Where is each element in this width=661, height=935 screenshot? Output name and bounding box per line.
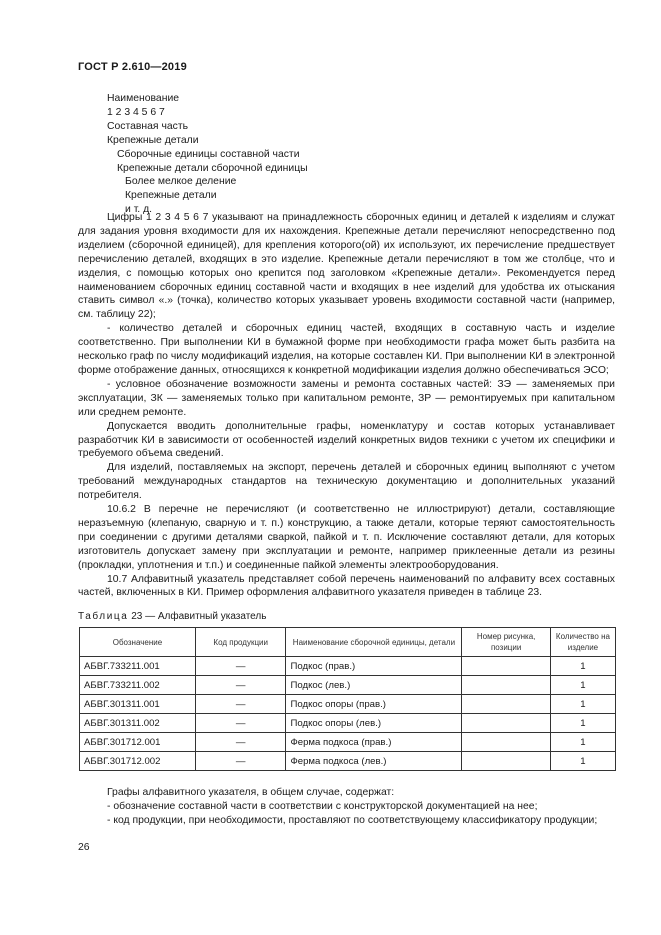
paragraph: Цифры 1 2 3 4 5 6 7 указывают на принадлежность сборочных единиц и деталей к изделиям и служат для задания уровня входимости для их нахождения. Крепежные детали перечисляют непосредственно под изделием (сборочной единицей), для крепления которого(ой) их используют, их перечисление предшествует перечислению деталей, входящих в это изделие. Крепежные детали перечисляют в том же столбце, что и изделия, с помощью которых оно крепится под заголовком «Крепежные детали». Рекомендуется перед наименованием сборочных единиц составной части и входящих в нее изделий для удобства их отыскания ставить символ «.» (точка), количество которых указывает уровень входимости составной части (например, см. таблицу 22);: [78, 212, 615, 321]
outline-item: Составная часть: [107, 120, 189, 132]
cell-quantity: 1: [550, 714, 615, 733]
document-header: ГОСТ Р 2.610—2019: [78, 61, 187, 73]
cell-product-code: —: [195, 695, 286, 714]
cell-name: Ферма подкоса (лев.): [286, 752, 462, 771]
paragraph: 10.6.2 В перечне не перечисляют (и соответственно не иллюстрируют) детали, составляющие неразъемную (клепаную, сварную и т. п.) конструкцию, а также детали, которые теряют самостоятельность при соединении с другими деталями сваркой, пайкой и т. п. Исключение составляют детали, для которых изготовитель допускает замену при эксплуатации и ремонте, например приклеенные детали из резины (прокладки, уплотнения и т.п.) и соединенные пайкой элементы электрооборудования.: [78, 504, 615, 571]
outline-item: и т. д.: [125, 204, 153, 216]
header-figure-number: Номер рисунка, позиции: [462, 628, 550, 657]
paragraph: Для изделий, поставляемых на экспорт, перечень деталей и сборочных единиц выполняют с учетом требований международных стандартов на техническую документацию и дополнительных указаний потребителя.: [78, 462, 615, 502]
table-row: [80, 676, 616, 695]
paragraph: - код продукции, при необходимости, проставляют по соответствующему классификатору продукции;: [107, 814, 598, 826]
paragraph: 10.7 Алфавитный указатель представляет собой перечень наименований по алфавиту всех составных частей, включенных в КИ. Пример оформления алфавитного указателя приведен в таблице 23.: [78, 573, 615, 599]
outline-item: Крепежные детали: [125, 190, 217, 202]
cell-figure-number: [462, 733, 550, 752]
outline-item: Сборочные единицы составной части: [117, 148, 300, 160]
cell-product-code: —: [195, 733, 286, 752]
cell-designation: АБВГ.301311.002: [80, 714, 196, 733]
paragraph: - условное обозначение возможности замены и ремонта составных частей: ЗЭ — заменяемых при эксплуатации, ЗК — заменяемых только при капитальном ремонте, ЗР — ремонтируемых при капитальном или среднем ремонте.: [78, 378, 615, 418]
outline-list: [78, 92, 308, 217]
cell-figure-number: [462, 676, 550, 695]
outline-item: Крепежные детали: [107, 134, 199, 146]
header-name: Наименование сборочной единицы, детали: [286, 628, 462, 657]
outline-item: 1 2 3 4 5 6 7: [107, 106, 165, 118]
table-caption: [78, 611, 266, 622]
paragraph: Графы алфавитного указателя, в общем случае, содержат:: [107, 787, 395, 798]
cell-figure-number: [462, 714, 550, 733]
cell-name: Подкос (лев.): [286, 676, 462, 695]
cell-designation: АБВГ.733211.001: [80, 657, 196, 676]
cell-product-code: —: [195, 752, 286, 771]
cell-designation: АБВГ.301712.001: [80, 733, 196, 752]
cell-name: Подкос опоры (лев.): [286, 714, 462, 733]
cell-product-code: —: [195, 676, 286, 695]
header-designation: Обозначение: [80, 628, 196, 657]
outline-item: Крепежные детали сборочной единицы: [117, 162, 308, 174]
cell-product-code: —: [195, 714, 286, 733]
alphabetical-index-table: [79, 627, 616, 771]
header-product-code: Код продукции: [195, 628, 286, 657]
header-quantity: Количество на изделие: [550, 628, 615, 657]
body-text-top: [78, 211, 615, 600]
cell-name: Подкос (прав.): [286, 657, 462, 676]
cell-figure-number: [462, 657, 550, 676]
cell-figure-number: [462, 752, 550, 771]
cell-designation: АБВГ.733211.002: [80, 676, 196, 695]
table-header-row: [80, 628, 616, 657]
cell-quantity: 1: [550, 676, 615, 695]
page-number: 26: [78, 842, 90, 853]
table-row: [80, 714, 616, 733]
cell-figure-number: [462, 695, 550, 714]
cell-quantity: 1: [550, 695, 615, 714]
cell-quantity: 1: [550, 752, 615, 771]
table-row: [80, 657, 616, 676]
table-caption-text: 23 — Алфавитный указатель: [128, 611, 267, 622]
table-row: [80, 733, 616, 752]
cell-product-code: —: [195, 657, 286, 676]
outline-item: Более мелкое деление: [125, 176, 237, 188]
cell-designation: АБВГ.301712.002: [80, 752, 196, 771]
paragraph: - обозначение составной части в соответствии с конструкторской документацией на нее;: [107, 800, 538, 812]
paragraph: - количество деталей и сборочных единиц частей, входящих в составную часть и изделие соответственно. При выполнении КИ в бумажной форме при необходимости графа может быть разбита на несколько граф по числу модификаций изделия, на которые составлен КИ. При выполнении КИ в электронной форме отображение данных, относящихся к конкретной модификации изделия должно обеспечиваться ЭСО;: [78, 323, 615, 376]
cell-quantity: 1: [550, 657, 615, 676]
body-text-bottom: [78, 786, 615, 828]
table-row: [80, 752, 616, 771]
table-row: [80, 695, 616, 714]
cell-name: Ферма подкоса (прав.): [286, 733, 462, 752]
outline-item: Наименование: [107, 93, 180, 104]
table-caption-label: Таблица: [78, 611, 129, 622]
paragraph: Допускается вводить дополнительные графы, номенклатуру и состав которых устанавливает разработчик КИ в зависимости от особенностей изделий конкретных видов техники с учетом их специфики и требуемого объема сведений.: [78, 420, 615, 460]
cell-name: Подкос опоры (прав.): [286, 695, 462, 714]
cell-designation: АБВГ.301311.001: [80, 695, 196, 714]
cell-quantity: 1: [550, 733, 615, 752]
